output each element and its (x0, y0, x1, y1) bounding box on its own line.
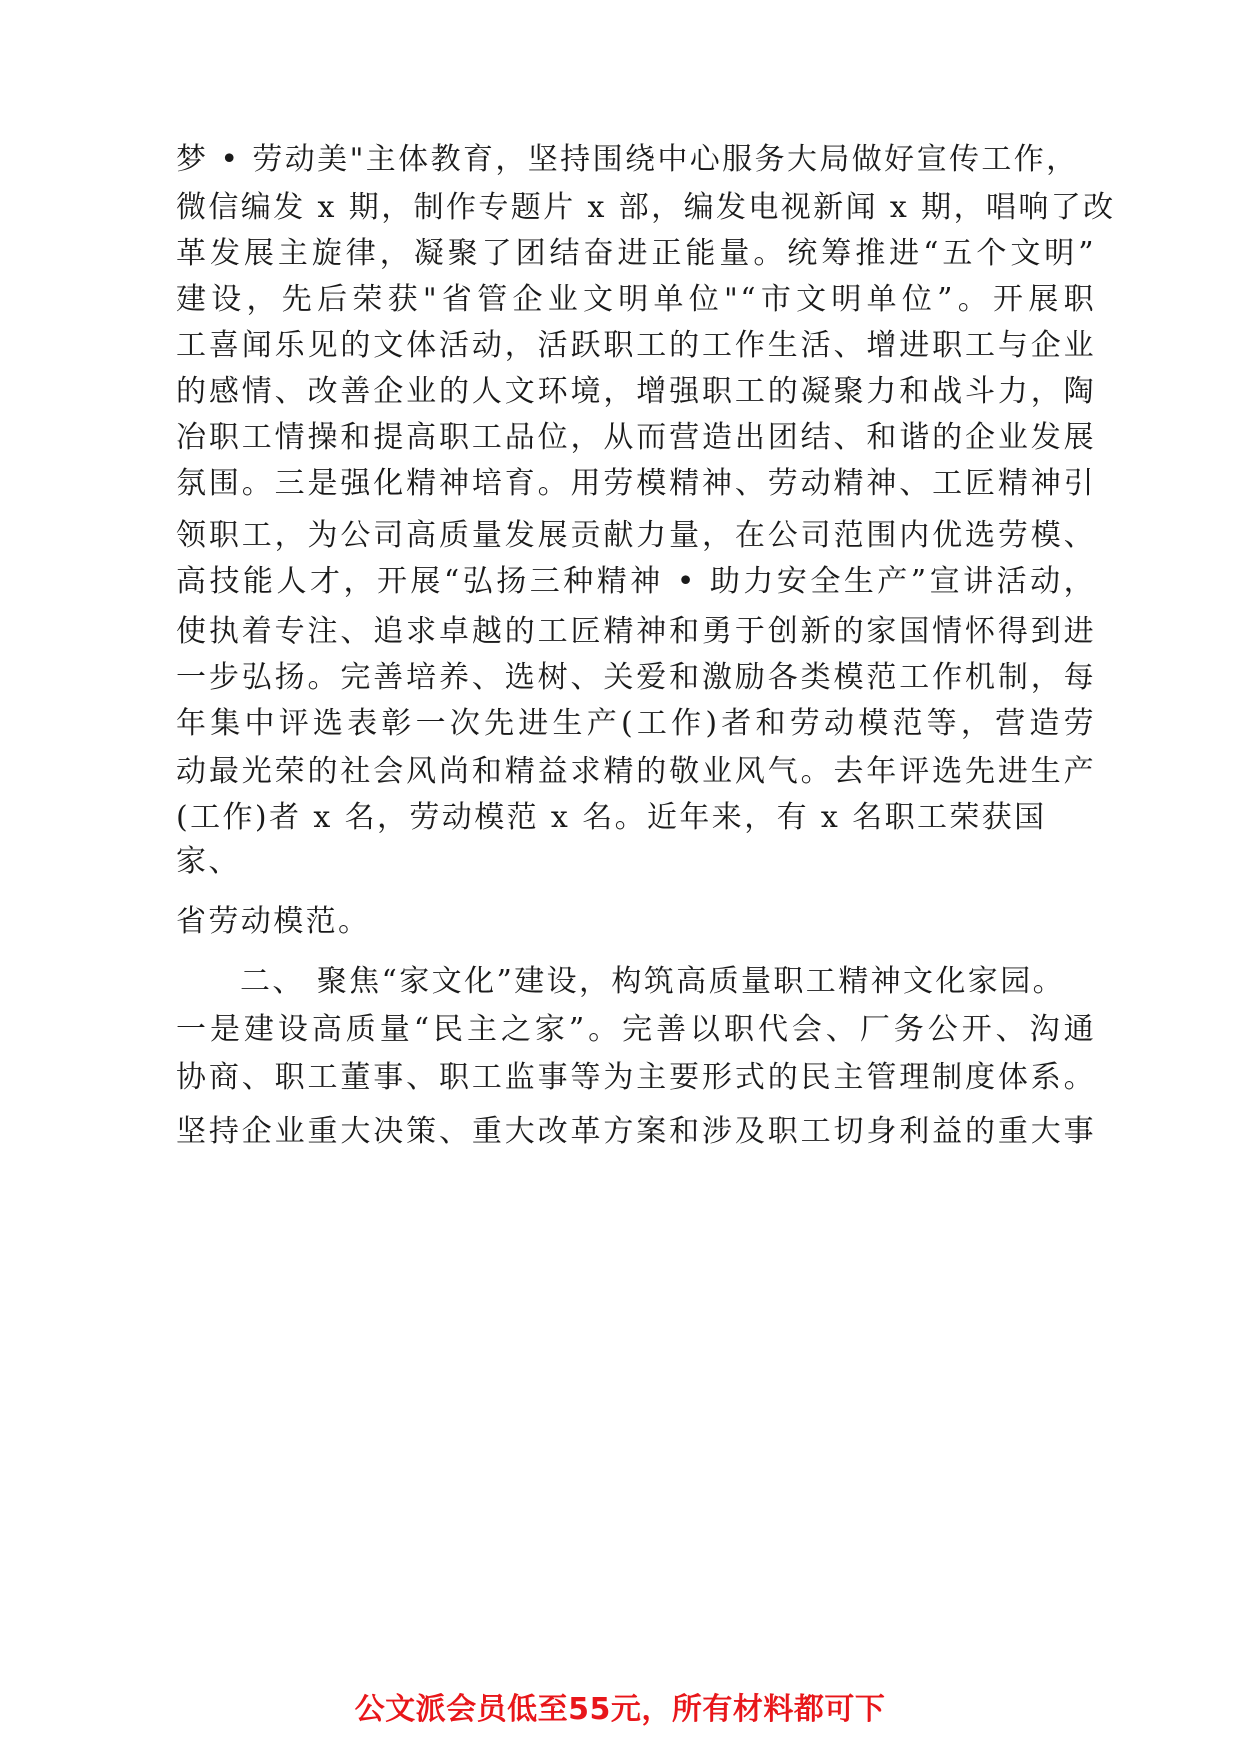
body-line: 领职工，为公司高质量发展贡献力量，在公司范围内优选劳模、 (176, 518, 1096, 553)
body-line: 家、 (176, 844, 241, 879)
body-line: 协商、职工董事、职工监事等为主要形式的民主管理制度体系。 (176, 1060, 1096, 1095)
body-line: 高技能人才，开展“弘扬三种精神 • 助力安全生产”宣讲活动， (176, 564, 1096, 599)
body-line: 梦 • 劳动美"主体教育，坚持围绕中心服务大局做好宣传工作， (176, 142, 1079, 177)
body-line: 工喜闻乐见的文体活动，活跃职工的工作生活、增进职工与企业 (176, 328, 1096, 363)
promo-banner: 公文派会员低至55元，所有材料都可下 (354, 1692, 886, 1727)
body-line: 使执着专注、追求卓越的工匠精神和勇于创新的家国情怀得到进 (176, 614, 1096, 649)
body-line: 氛围。三是强化精神培育。用劳模精神、劳动精神、工匠精神引 (176, 466, 1096, 501)
section-heading: 二、 聚焦“家文化”建设，构筑高质量职工精神文化家园。 (240, 964, 1066, 999)
body-line: 冶职工情操和提高职工品位，从而营造出团结、和谐的企业发展 (176, 420, 1096, 455)
body-line: (工作)者 x 名，劳动模范 x 名。近年来，有 x 名职工荣获国 (176, 800, 1047, 835)
body-line: 坚持企业重大决策、重大改革方案和涉及职工切身利益的重大事 (176, 1114, 1096, 1149)
body-line: 革发展主旋律，凝聚了团结奋进正能量。统筹推进“五个文明” (176, 236, 1096, 271)
body-line: 年集中评选表彰一次先进生产(工作)者和劳动模范等，营造劳 (176, 706, 1096, 741)
body-line: 微信编发 x 期，制作专题片 x 部，编发电视新闻 x 期，唱响了改 (176, 190, 1116, 225)
body-line: 省劳动模范。 (176, 904, 371, 939)
body-line: 一步弘扬。完善培养、选树、关爱和激励各类模范工作机制，每 (176, 660, 1096, 695)
body-line: 一是建设高质量“民主之家”。完善以职代会、厂务公开、沟通 (176, 1012, 1096, 1047)
body-line: 的感情、改善企业的人文环境，增强职工的凝聚力和战斗力，陶 (176, 374, 1096, 409)
body-line: 建设，先后荣获"省管企业文明单位"“市文明单位”。开展职 (176, 282, 1096, 317)
body-line: 动最光荣的社会风尚和精益求精的敬业风气。去年评选先进生产 (176, 754, 1096, 789)
